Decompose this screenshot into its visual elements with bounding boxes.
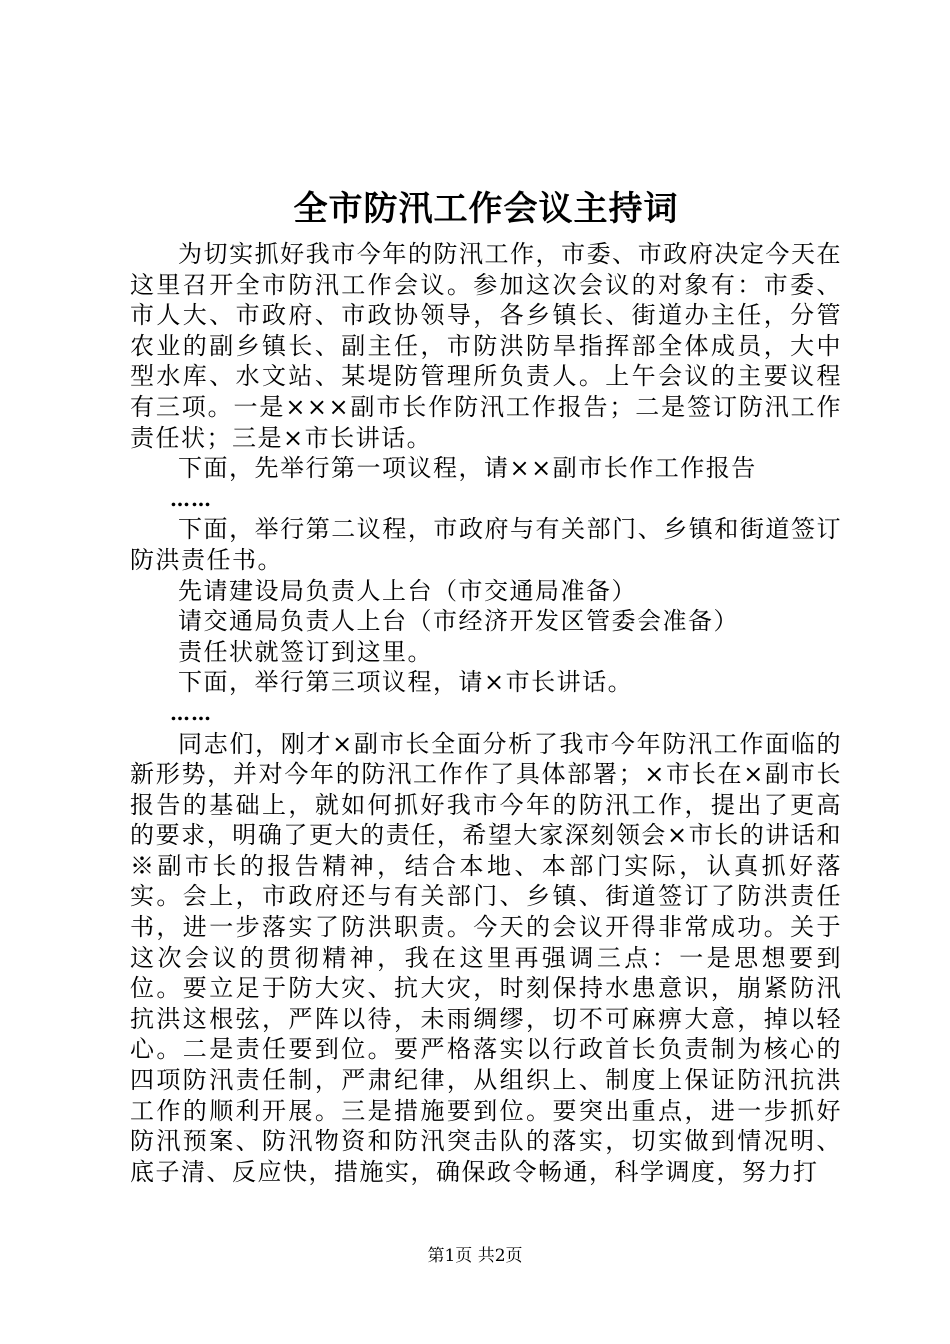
paragraph-construction-bureau: 先请建设局负责人上台（市交通局准备） xyxy=(178,576,637,605)
ellipsis-two: …… xyxy=(170,700,212,725)
paragraph-agenda-two: 下面，举行第二议程，市政府与有关部门、乡镇和街道签订防洪责任书。 xyxy=(130,515,842,574)
paragraph-closing-remarks: 同志们，刚才×副市长全面分析了我市今年防汛工作面临的新形势，并对今年的防汛工作作了具体部署；×市长在×副市长报告的基础上，就如何抓好我市今年的防汛工作，提出了更高的要求，明确了更大的责任，希望大家深刻领会×市长的讲话和※副市长的报告精神，结合本地、本部门实际，认真抓好落实。会上，市政府还与有关部门、乡镇、街道签订了防洪责任书，进一步落实了防洪职责。今天的会议开得非常成功。关于这次会议的贯彻精神，我在这里再强调三点：一是思想要到位。要立足于防大灾、抗大灾，时刻保持水患意识，崩紧防汛抗洪这根弦，严阵以待，未雨绸缪，切不可麻痹大意，掉以轻心。二是责任要到位。要严格落实以行政首长负责制为核心的四项防汛责任制，严肃纪律，从组织上、制度上保证防汛抗洪工作的顺利开展。三是措施要到位。要突出重点，进一步抓好防汛预案、防汛物资和防汛突击队的落实，切实做到情况明、底子清、反应快，措施实，确保政令畅通，科学调度，努力打 xyxy=(130,729,842,1186)
paragraph-transport-bureau: 请交通局负责人上台（市经济开发区管委会准备） xyxy=(178,607,739,636)
document-title: 全市防汛工作会议主持词 xyxy=(293,189,679,229)
document-page xyxy=(130,0,842,1344)
paragraph-agenda-three: 下面，举行第三项议程，请×市长讲话。 xyxy=(178,668,634,697)
document-body xyxy=(130,239,842,1187)
paragraph-agenda-one: 下面，先举行第一项议程，请××副市长作工作报告 xyxy=(178,454,757,483)
paragraph-signing-done: 责任状就签订到这里。 xyxy=(178,637,433,666)
paragraph-intro: 为切实抓好我市今年的防汛工作，市委、市政府决定今天在这里召开全市防汛工作会议。参加这次会议的对象有：市委、市人大、市政府、市政协领导，各乡镇长、街道办主任，分管农业的副乡镇长、副主任，市防洪防旱指挥部全体成员，大中型水库、水文站、某堤防管理所负责人。上午会议的主要议程有三项。一是×××副市长作防汛工作报告；二是签订防汛工作责任状；三是×市长讲话。 xyxy=(130,240,842,452)
ellipsis-one: …… xyxy=(170,486,212,511)
page-footer: 第1页 共2页 xyxy=(427,1246,523,1266)
